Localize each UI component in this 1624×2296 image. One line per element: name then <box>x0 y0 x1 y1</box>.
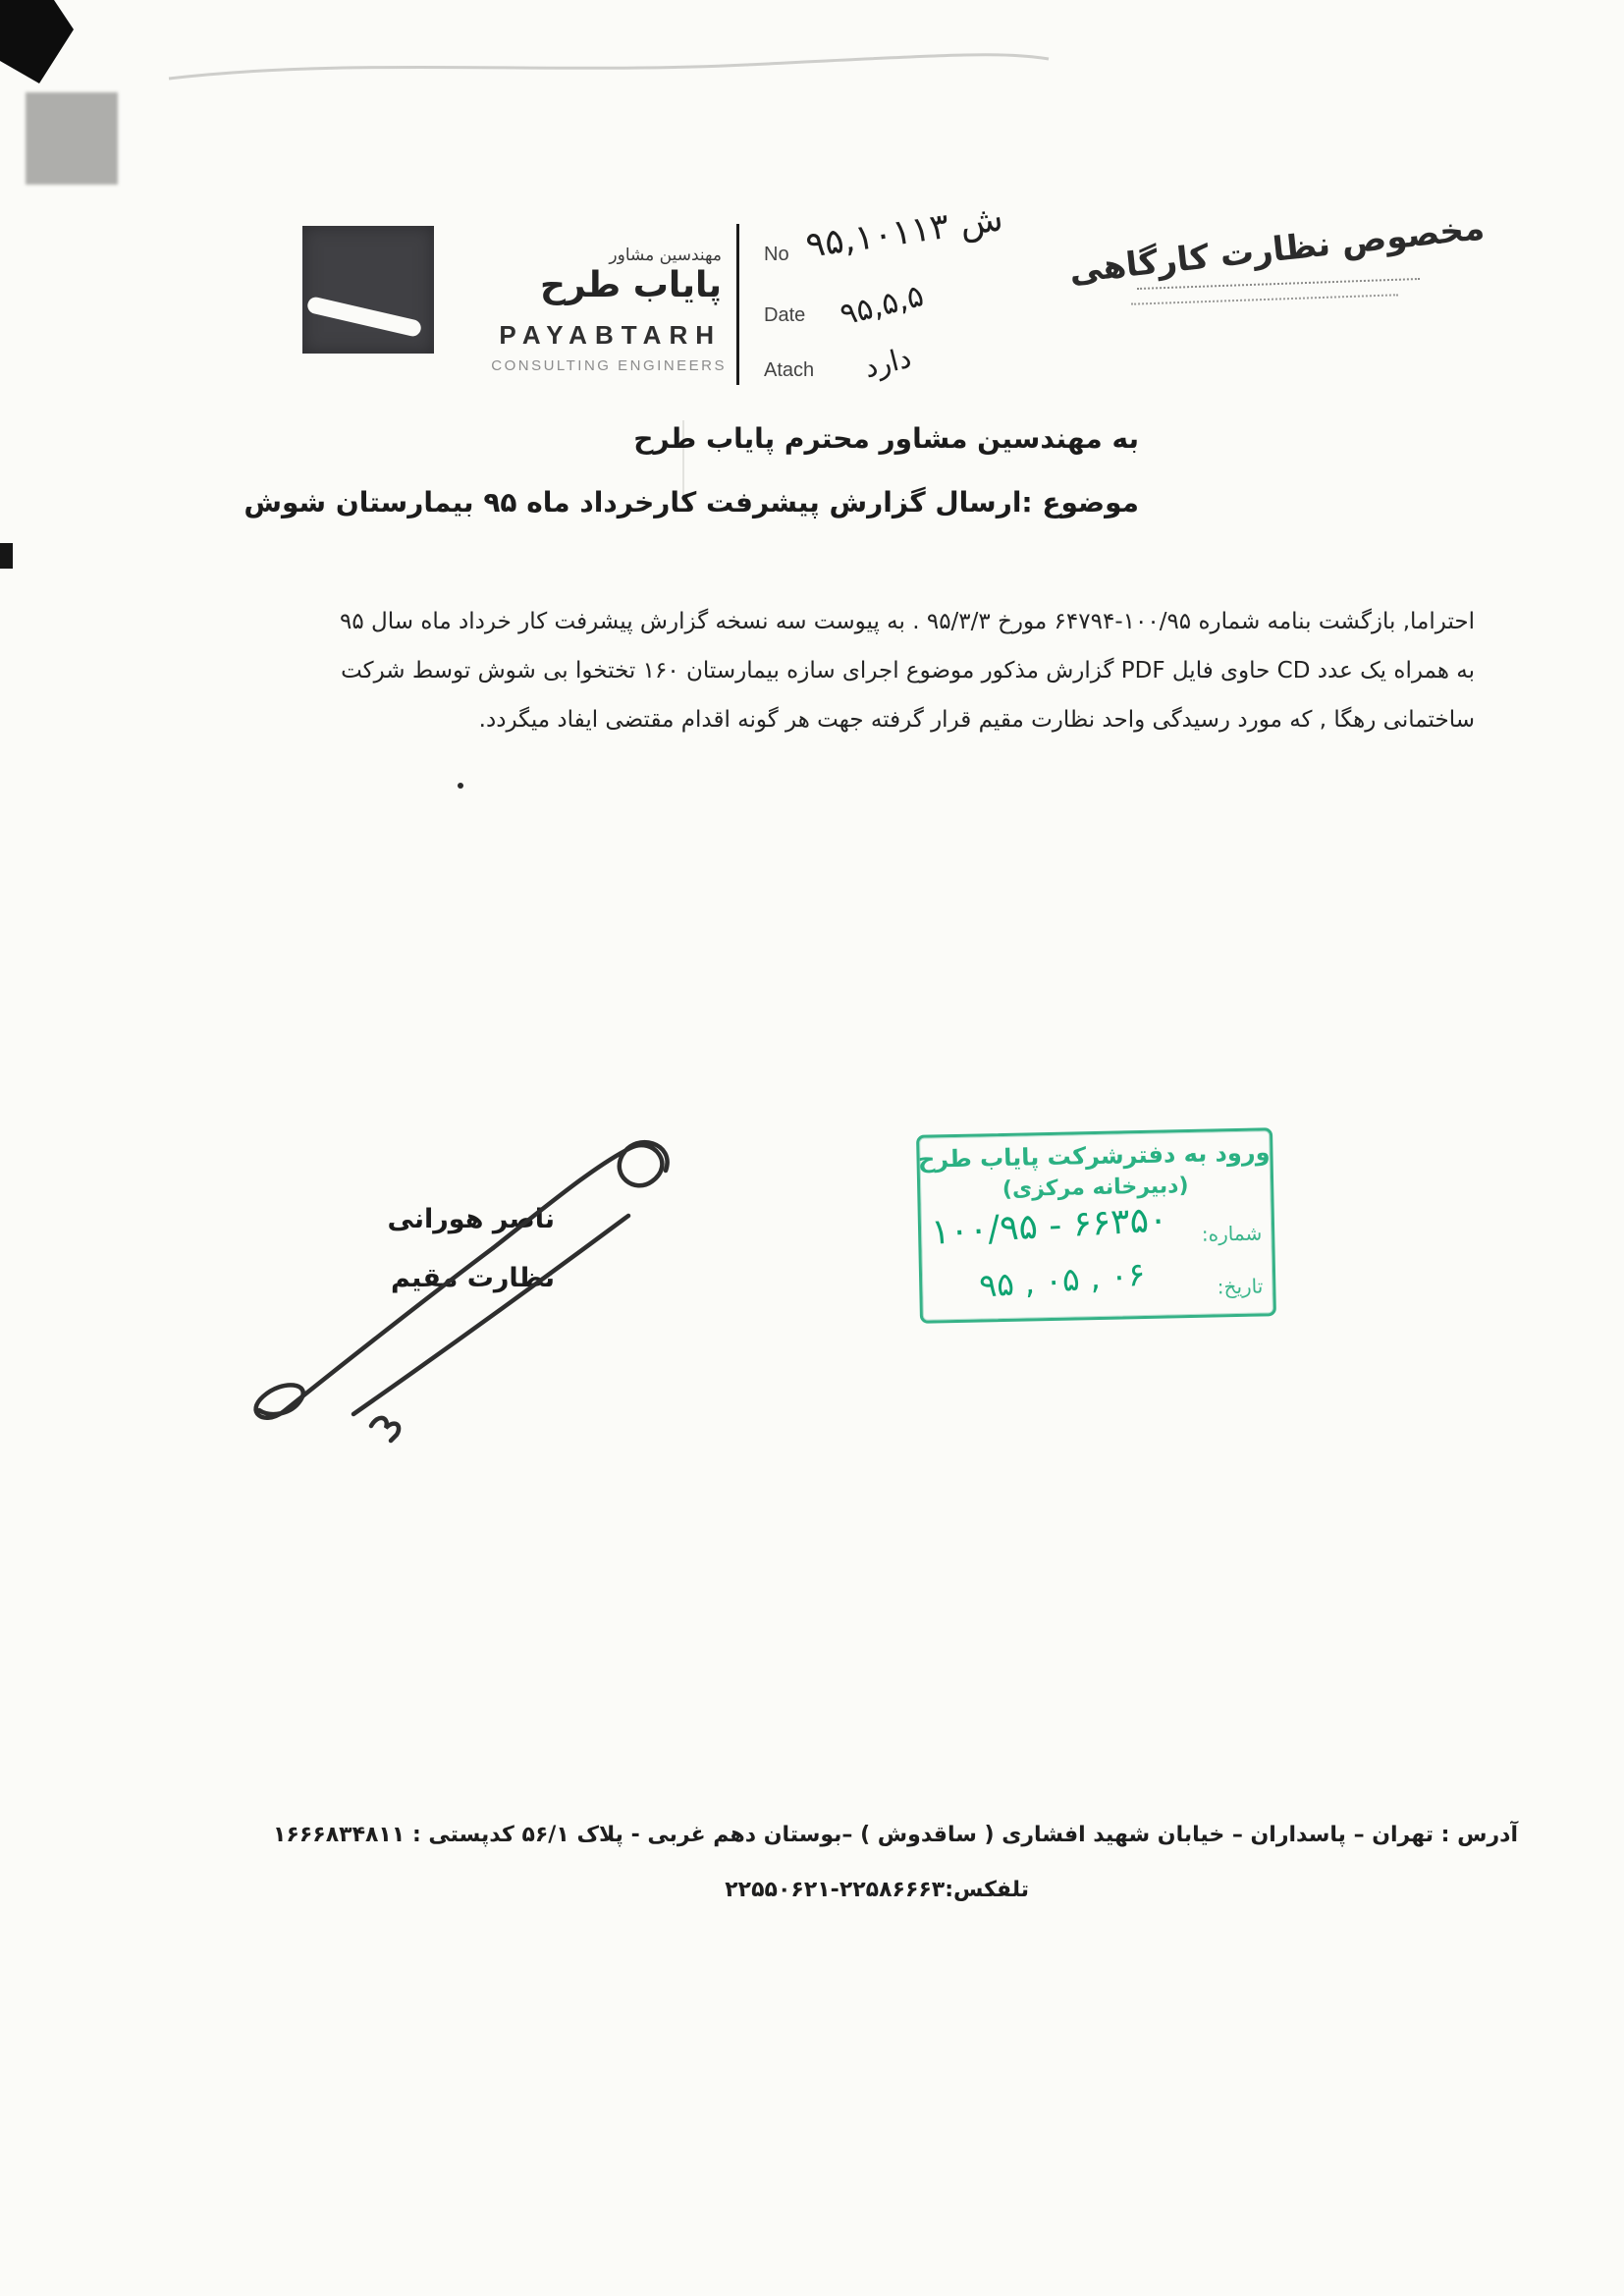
attach-field-label: Atach <box>764 359 815 381</box>
handwritten-signature <box>206 1129 697 1453</box>
scan-corner-mark <box>0 0 88 93</box>
date-field-label: Date <box>764 304 806 326</box>
letter-body <box>340 597 1475 744</box>
stamp-handwritten-number: ۱۰۰/۹۵ - ۶۶۳۵۰ <box>930 1199 1169 1253</box>
stamp-date-label: تاریخ: <box>1217 1274 1264 1299</box>
stamp-subtitle: (دبیرخانه مرکزی) <box>1001 1174 1189 1202</box>
footer-telefax: تلفکس:۲۲۵۸۶۶۶۳-۲۲۵۵۰۶۲۱ <box>725 1878 1029 1902</box>
handwritten-attachment-note: دارد <box>860 340 915 385</box>
stray-ink-dot <box>458 783 463 789</box>
scan-edge-dash <box>0 543 13 569</box>
signer-title: نظارت مقیم <box>391 1263 555 1293</box>
company-name-fa: پایاب طرح <box>539 265 722 305</box>
footer-address: آدرس : تهران – پاسداران – خیابان شهید افشاری ( ساقدوش ) –بوستان دهم غربی - پلاک ۵۶/۱ کدپستی : ۱۶۶۶۸۳۴۸۱۱ <box>273 1823 1518 1847</box>
handwritten-letter-date: ۹۵,۵,۵ <box>836 278 928 333</box>
company-name-fa-small: مهندسین مشاور <box>609 246 722 265</box>
scan-edge-smudge <box>26 92 118 185</box>
company-subtitle-en: CONSULTING ENGINEERS <box>491 357 727 374</box>
receipt-stamp <box>916 1127 1276 1324</box>
stamp-title: ورود به دفترشرکت پایاب طرح <box>917 1138 1271 1174</box>
no-field-label: No <box>764 244 789 265</box>
body-line-3: ساختمانی رهگا , که مورد رسیدگی واحد نظارت مقیم قرار گرفته جهت هر گونه اقدام مقتضی ایفاد میگردد. <box>478 707 1475 733</box>
subject-line: موضوع :ارسال گزارش پیشرفت کارخرداد ماه ۹۵ بیمارستان شوش <box>244 486 1139 519</box>
handwritten-corner-note: مخصوص نظارت کارگاهی <box>1067 208 1487 292</box>
company-name-en: PAYABTARH <box>499 320 722 350</box>
signer-name: ناصر هورانی <box>387 1204 555 1234</box>
addressee-line: به مهندسین مشاور محترم پایاب طرح <box>633 422 1139 455</box>
handwritten-letter-number: ش ۹۵,۱۰۱۱۳ <box>803 198 1006 266</box>
body-line-2: به همراه یک عدد CD حاوی فایل PDF گزارش مذکور موضوع اجرای سازه بیمارستان ۱۶۰ تختخوا بی شوش توسط شرکت <box>341 658 1475 683</box>
dotted-underline <box>1131 294 1398 304</box>
body-line-1: احتراما, بازگشت بنامه شماره ۱۰۰/۹۵-۶۴۷۹۴ مورخ ۹۵/۳/۳ . به پیوست سه نسخه گزارش پیشرفت کار خرداد ماه سال ۹۵ <box>340 609 1475 634</box>
scan-wavy-line <box>157 39 1060 98</box>
stamp-number-label: شماره: <box>1201 1221 1263 1246</box>
stamp-handwritten-date: ۹۵ , ۰۵ , ۰۶ <box>977 1254 1147 1305</box>
letterhead-divider <box>736 224 739 385</box>
